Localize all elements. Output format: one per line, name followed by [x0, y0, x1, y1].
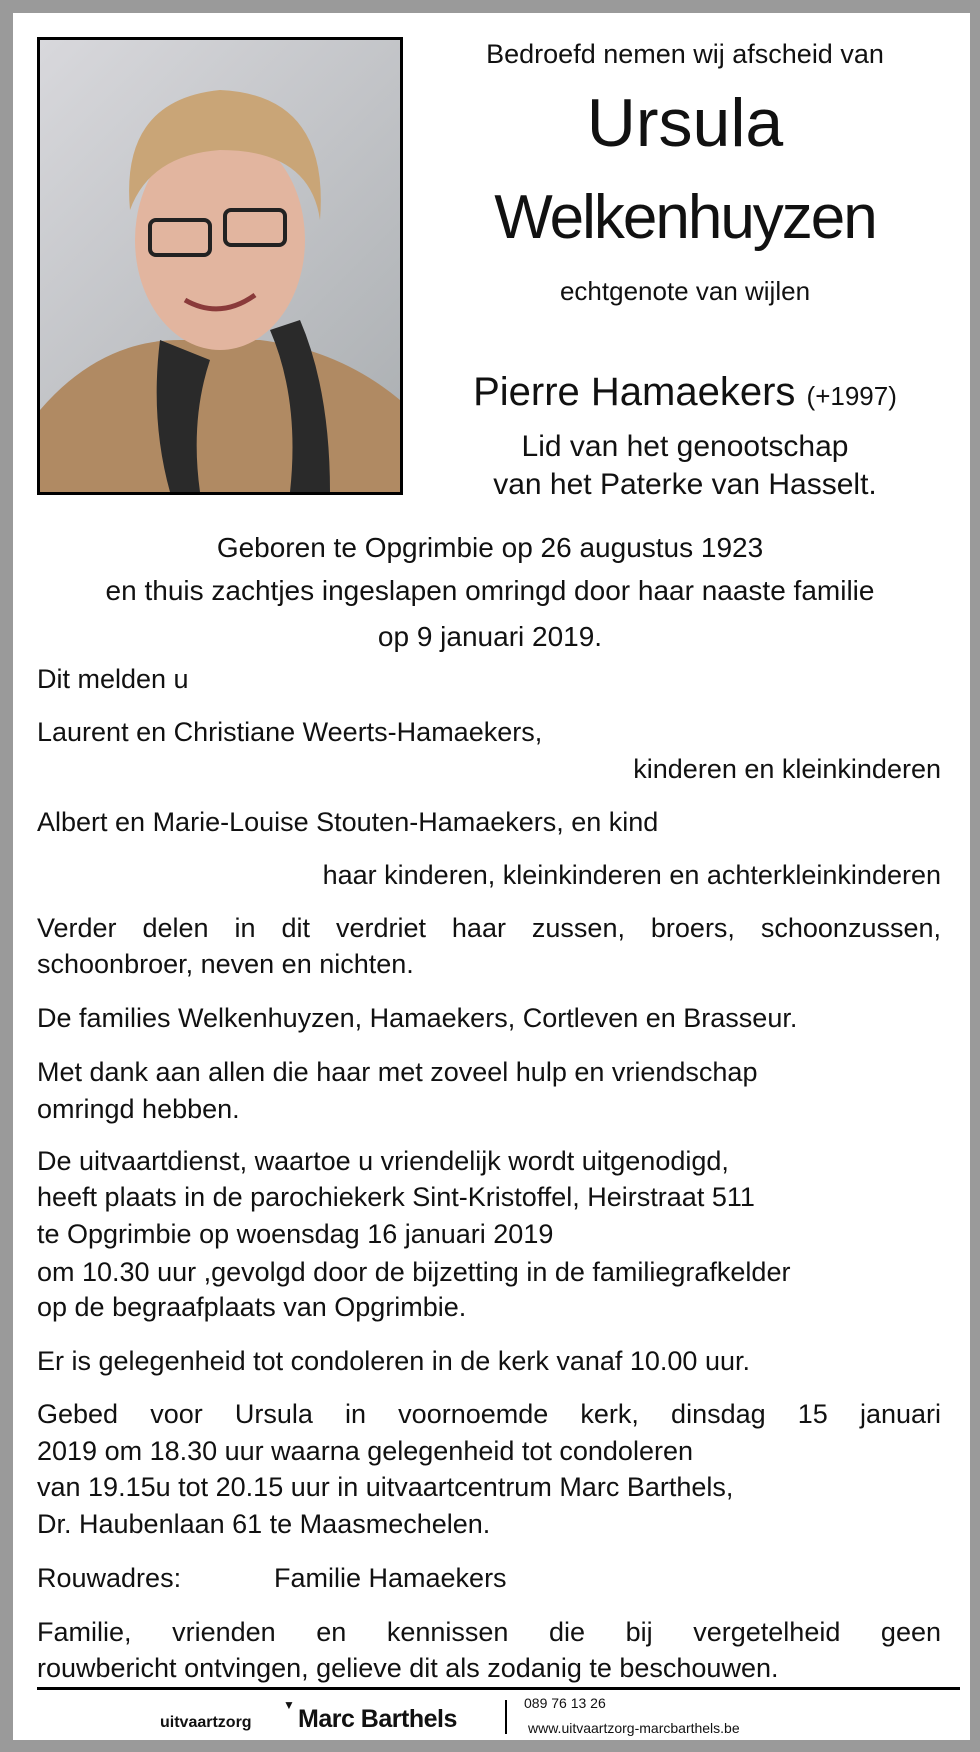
thanks-line: Met dank aan allen die haar met zoveel hulp en vriendschap: [37, 1057, 758, 1087]
birth-line: en thuis zachtjes ingeslapen omringd door haar naaste familie: [105, 575, 875, 606]
prayer-line: 2019 om 18.30 uur waarna gelegenheid tot condoleren: [37, 1436, 693, 1466]
further-line: schoonbroer, neven en nichten.: [37, 949, 414, 979]
address-line: [37, 1559, 941, 1597]
prayer-line: Dr. Haubenlaan 61 te Maasmechelen.: [37, 1509, 491, 1539]
closing-line: rouwbericht ontvingen, gelieve dit als zodanig te beschouwen.: [37, 1653, 779, 1683]
closing-line: Familie, vrienden en kennissen die bij vergetelheid geen: [37, 1617, 941, 1647]
intro-text: Bedroefd nemen wij afscheid van: [486, 39, 884, 69]
address-value: Familie Hamaekers: [274, 1563, 507, 1593]
deceased-first-name: Ursula: [586, 85, 784, 161]
logo-triangle-icon: ▼: [283, 1698, 295, 1712]
further-line: Verder delen in dit verdriet haar zussen, broers, schoonzussen,: [37, 913, 941, 943]
membership-line-2: van het Paterke van Hasselt.: [493, 468, 877, 501]
birth-line: op 9 januari 2019.: [377, 621, 603, 652]
service-line: De uitvaartdienst, waartoe u vriendelijk wordt uitgenodigd,: [37, 1146, 729, 1176]
footer-website[interactable]: www.uitvaartzorg-marcbarthels.be: [528, 1720, 740, 1736]
footer-divider: [37, 1687, 960, 1690]
spouse-line: [420, 367, 950, 421]
family-line: Laurent en Christiane Weerts-Hamaekers,: [37, 717, 543, 747]
logo-prefix: uitvaartzorg: [160, 1714, 252, 1731]
condolence-line: Er is gelegenheid tot condoleren in de kerk vanaf 10.00 uur.: [37, 1346, 750, 1376]
membership-line-1: Lid van het genootschap: [521, 430, 849, 463]
birth-line: Geboren te Opgrimbie op 26 augustus 1923: [216, 532, 764, 563]
service-line: te Opgrimbie op woensdag 16 januari 2019: [37, 1219, 554, 1249]
portrait-photo: [37, 37, 403, 495]
service-line: op de begraafplaats van Opgrimbie.: [37, 1292, 467, 1322]
family-line: kinderen en kleinkinderen: [633, 754, 941, 784]
footer-phone: 089 76 13 26: [524, 1695, 606, 1711]
family-line: haar kinderen, kleinkinderen en achterkleinkinderen: [322, 860, 941, 890]
prayer-line: Gebed voor Ursula in voornoemde kerk, dinsdag 15 januari: [37, 1399, 941, 1429]
families-line: De families Welkenhuyzen, Hamaekers, Cortleven en Brasseur.: [37, 1003, 798, 1033]
service-line: heeft plaats in de parochiekerk Sint-Kristoffel, Heirstraat 511: [37, 1182, 755, 1212]
family-line: Albert en Marie-Louise Stouten-Hamaekers, en kind: [37, 807, 659, 837]
logo-name: Marc Barthels: [298, 1705, 457, 1733]
thanks-line: omringd hebben.: [37, 1094, 240, 1124]
spouse-intro: echtgenote van wijlen: [559, 276, 811, 306]
spouse-name: Pierre Hamaekers: [473, 370, 796, 414]
address-label: Rouwadres:: [37, 1563, 182, 1593]
announce-text: Dit melden u: [37, 664, 189, 694]
service-line: om 10.30 uur ,gevolgd door de bijzetting in de familiegrafkelder: [37, 1257, 791, 1287]
portrait-image: [40, 40, 400, 492]
prayer-line: van 19.15u tot 20.15 uur in uitvaartcentrum Marc Barthels,: [37, 1472, 734, 1502]
footer-separator: [505, 1700, 507, 1734]
spouse-death-year: (+1997): [806, 381, 897, 411]
deceased-last-name: Welkenhuyzen: [494, 183, 876, 252]
